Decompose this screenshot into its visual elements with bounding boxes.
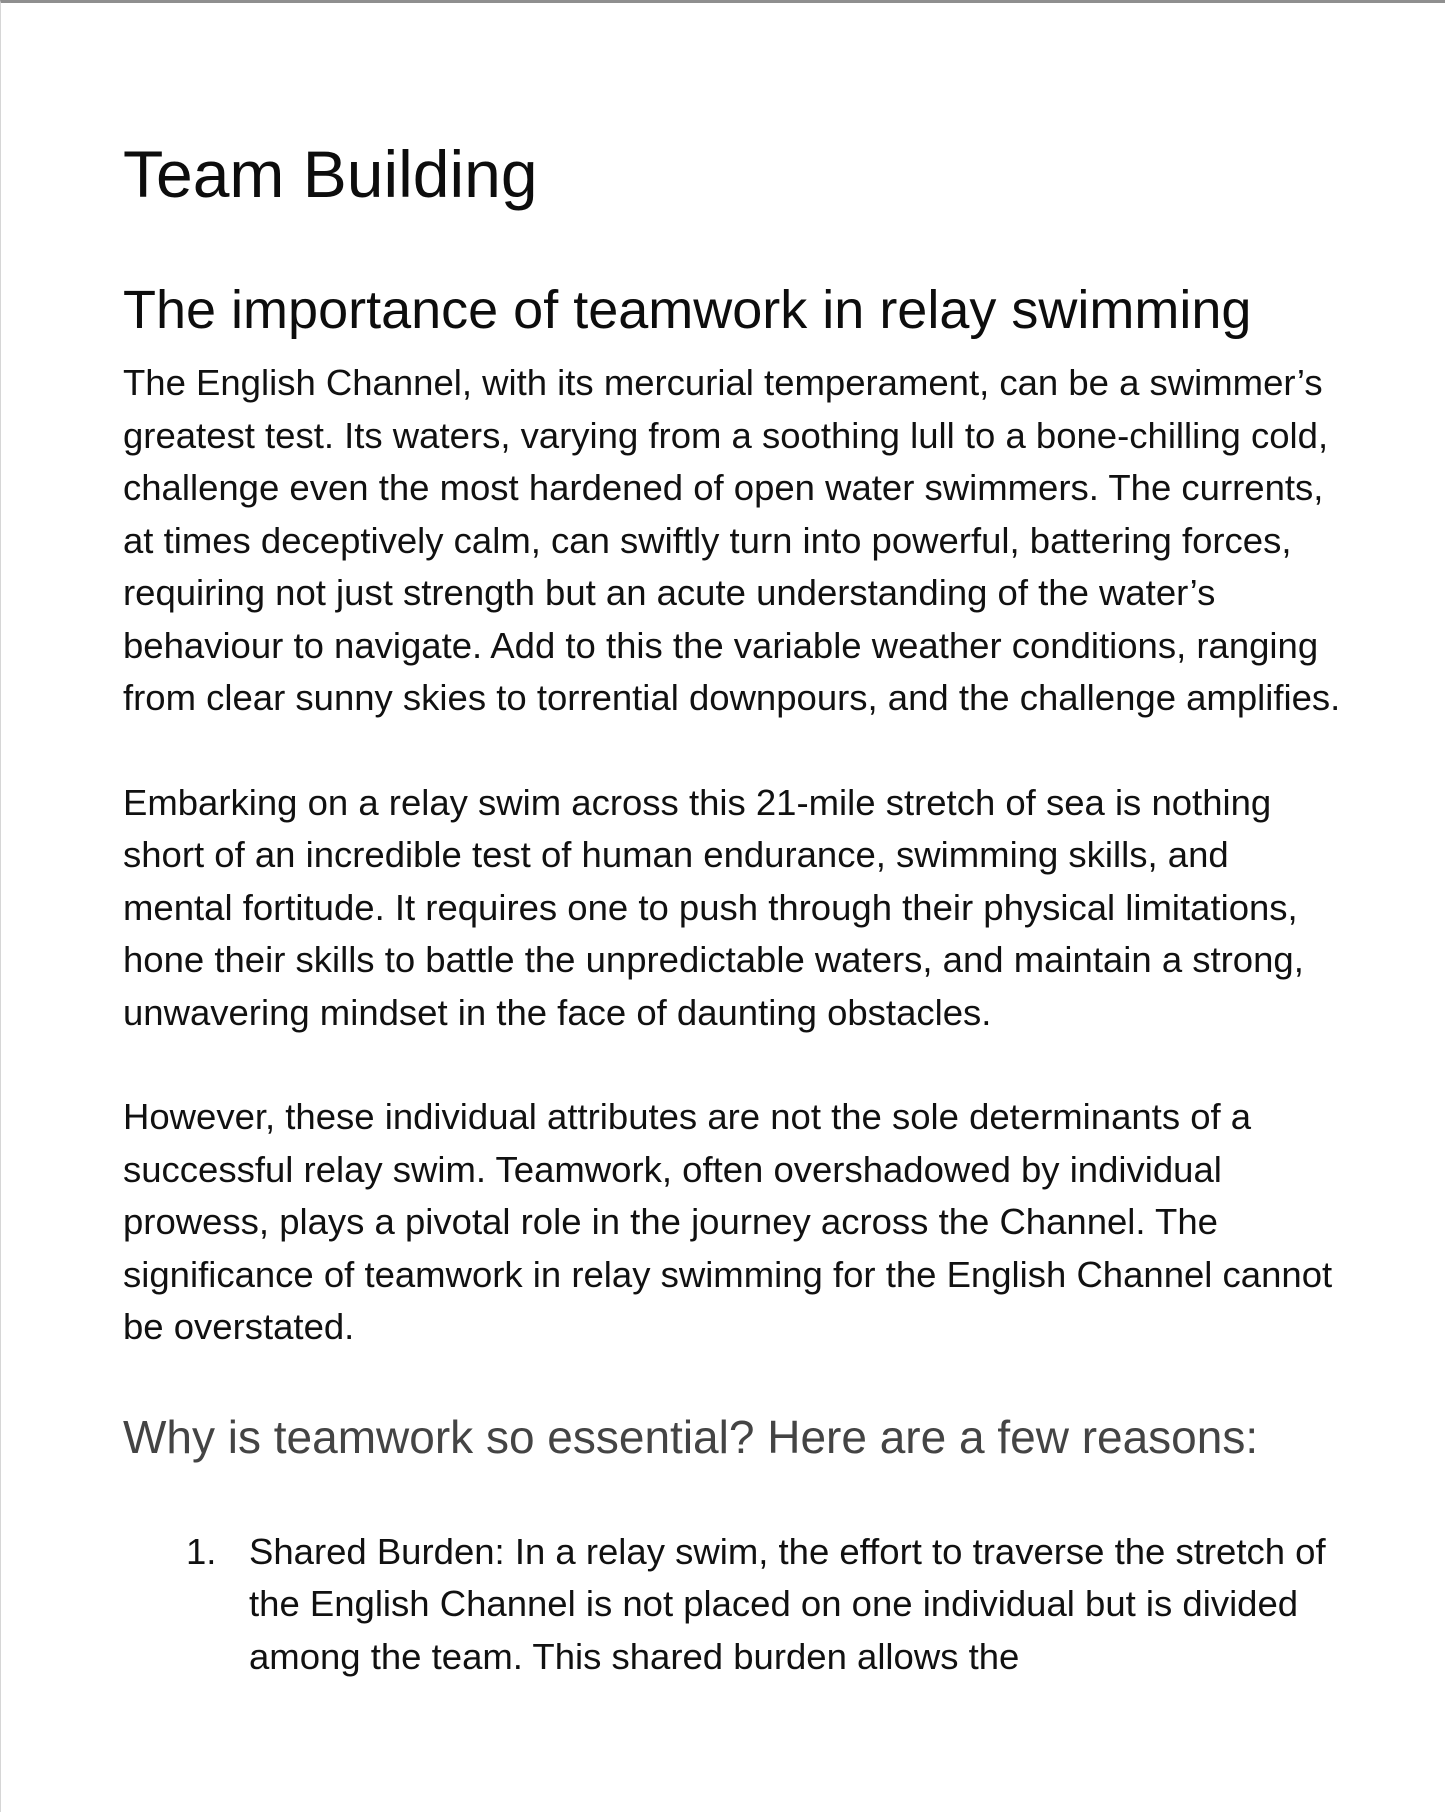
reason-number: 1.: [186, 1530, 217, 1572]
paragraph-relay-endurance: Embarking on a relay swim across this 21-mile stretch of sea is nothing short of an incredible test of human endurance, swimming skills, and mental fortitude. It requires one to push through their physical limitations, hone their skills to battle the unpredictable waters, and maintain a strong, unwavering mindset in the face of daunting obstacles.: [123, 781, 1304, 1033]
section-heading: The importance of teamwork in relay swimming: [123, 280, 1252, 340]
reasons-subheading: Why is teamwork so essential? Here are a few reasons:: [123, 1410, 1259, 1463]
document-title: Team Building: [123, 137, 538, 211]
reason-item-shared-burden: [123, 1526, 1343, 1684]
reason-text: Shared Burden: In a relay swim, the effort to traverse the stretch of the English Channel is not placed on one individual but is divided among the team. This shared burden allows the: [249, 1530, 1326, 1677]
paragraph-teamwork-significance: However, these individual attributes are not the sole determinants of a successful relay swim. Teamwork, often overshadowed by individual prowess, plays a pivotal role in the journey across the Channel. The significance of teamwork in relay swimming for the English Channel cannot be overstated.: [123, 1096, 1333, 1347]
document-body: [123, 131, 1343, 1683]
paragraph-channel-conditions: The English Channel, with its mercurial temperament, can be a swimmer’s greatest test. Its waters, varying from a soothing lull to a bone-chilling cold, challenge even the most hardened of open water swimmers. The currents, at times deceptively calm, can swiftly turn into powerful, battering forces, requiring not just strength but an acute understanding of the water’s behaviour to navigate. Add to this the variable weather conditions, ranging from clear sunny skies to torrential downpours, and the challenge amplifies.: [123, 362, 1341, 718]
reasons-list: [123, 1526, 1343, 1684]
